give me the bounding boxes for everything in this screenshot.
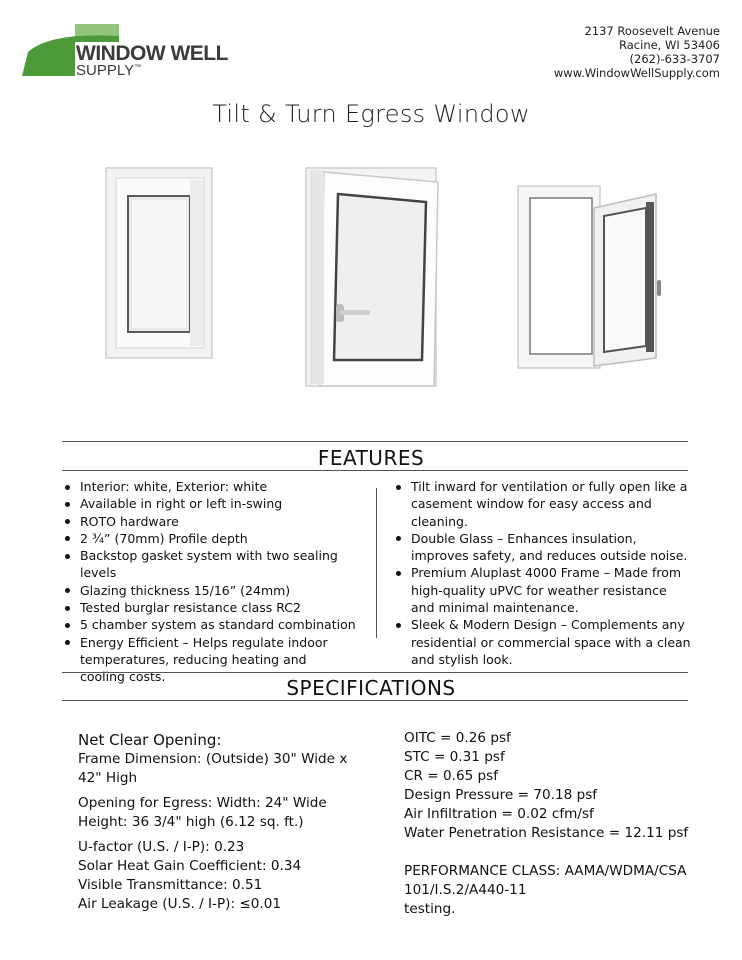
address-city: Racine, WI 53406 — [619, 38, 720, 52]
egress-line2: Height: 36 3/4" high (6.12 sq. ft.) — [78, 814, 304, 830]
solar-heat-gain: Solar Heat Gain Coefficient: 0.34 — [78, 858, 302, 874]
air-leakage: Air Leakage (U.S. / I-P): ≤0.01 — [78, 896, 282, 912]
list-item: Premium Aluplast 4000 Frame – Made from high-quality uPVC for weather resistance and minimal maintenance. — [393, 564, 693, 616]
specifications-heading: SPECIFICATIONS — [286, 676, 456, 700]
window-closed-image — [104, 166, 216, 362]
features-top-rule — [62, 441, 688, 442]
oitc: OITC = 0.26 psf — [404, 730, 511, 746]
net-clear-heading: Net Clear Opening: — [78, 731, 222, 749]
air-infiltration: Air Infiltration = 0.02 cfm/sf — [404, 806, 594, 822]
specifications-top-rule — [62, 672, 688, 673]
visible-transmittance: Visible Transmittance: 0.51 — [78, 877, 263, 893]
list-item: ROTO hardware — [62, 513, 374, 530]
egress-line1: Opening for Egress: Width: 24" Wide — [78, 795, 327, 811]
address-phone: (262)-633-3707 — [629, 52, 720, 66]
address-street: 2137 Roosevelt Avenue — [584, 24, 720, 38]
list-item: Tested burglar resistance class RC2 — [62, 599, 374, 616]
list-item: Backstop gasket system with two sealing levels — [62, 547, 374, 582]
list-item: 2 ¾” (70mm) Profile depth — [62, 530, 374, 547]
brand-logo[interactable] — [20, 22, 250, 82]
features-list-right — [393, 478, 693, 668]
performance-class-line3: testing. — [404, 901, 456, 917]
list-item: Available in right or left in-swing — [62, 495, 374, 512]
specifications-left — [78, 730, 368, 914]
frame-dimension-line2: 42" High — [78, 770, 138, 786]
list-item: Tilt inward for ventilation or fully open like a casement window for easy access and cleaning. — [393, 478, 693, 530]
list-item: 5 chamber system as standard combination — [62, 616, 374, 633]
window-tilted-image — [302, 164, 442, 390]
contact-address — [554, 24, 720, 80]
cr: CR = 0.65 psf — [404, 768, 499, 784]
brand-subname: SUPPLY™ — [76, 62, 142, 79]
brand-name: WINDOW WELL — [76, 42, 228, 65]
performance-class-line1: PERFORMANCE CLASS: AAMA/WDMA/CSA — [404, 863, 687, 879]
design-pressure: Design Pressure = 70.18 psf — [404, 787, 598, 803]
list-item: Double Glass – Enhances insulation, improves safety, and reduces outside noise. — [393, 530, 693, 565]
features-bottom-rule — [62, 470, 688, 471]
specifications-bottom-rule — [62, 700, 688, 701]
address-website[interactable]: www.WindowWellSupply.com — [553, 66, 720, 80]
features-list-left — [62, 478, 374, 686]
specifications-right — [404, 729, 714, 919]
frame-dimension-line1: Frame Dimension: (Outside) 30" Wide x — [78, 751, 348, 767]
water-penetration: Water Penetration Resistance = 12.11 psf — [404, 825, 689, 841]
list-item: Interior: white, Exterior: white — [62, 478, 374, 495]
features-heading: FEATURES — [317, 446, 425, 470]
performance-class-line2: 101/I.S.2/A440-11 — [404, 882, 527, 898]
window-open-image — [514, 180, 662, 372]
stc: STC = 0.31 psf — [404, 749, 505, 765]
list-item: Sleek & Modern Design – Complements any residential or commercial space with a clean and stylish look. — [393, 616, 693, 668]
u-factor: U-factor (U.S. / I-P): 0.23 — [78, 839, 245, 855]
features-column-divider — [376, 488, 377, 638]
list-item: Glazing thickness 15/16” (24mm) — [62, 582, 374, 599]
page-title: Tilt & Turn Egress Window — [212, 100, 530, 128]
list-item: Energy Efficient – Helps regulate indoor temperatures, reducing heating and cooling costs. — [62, 634, 374, 686]
